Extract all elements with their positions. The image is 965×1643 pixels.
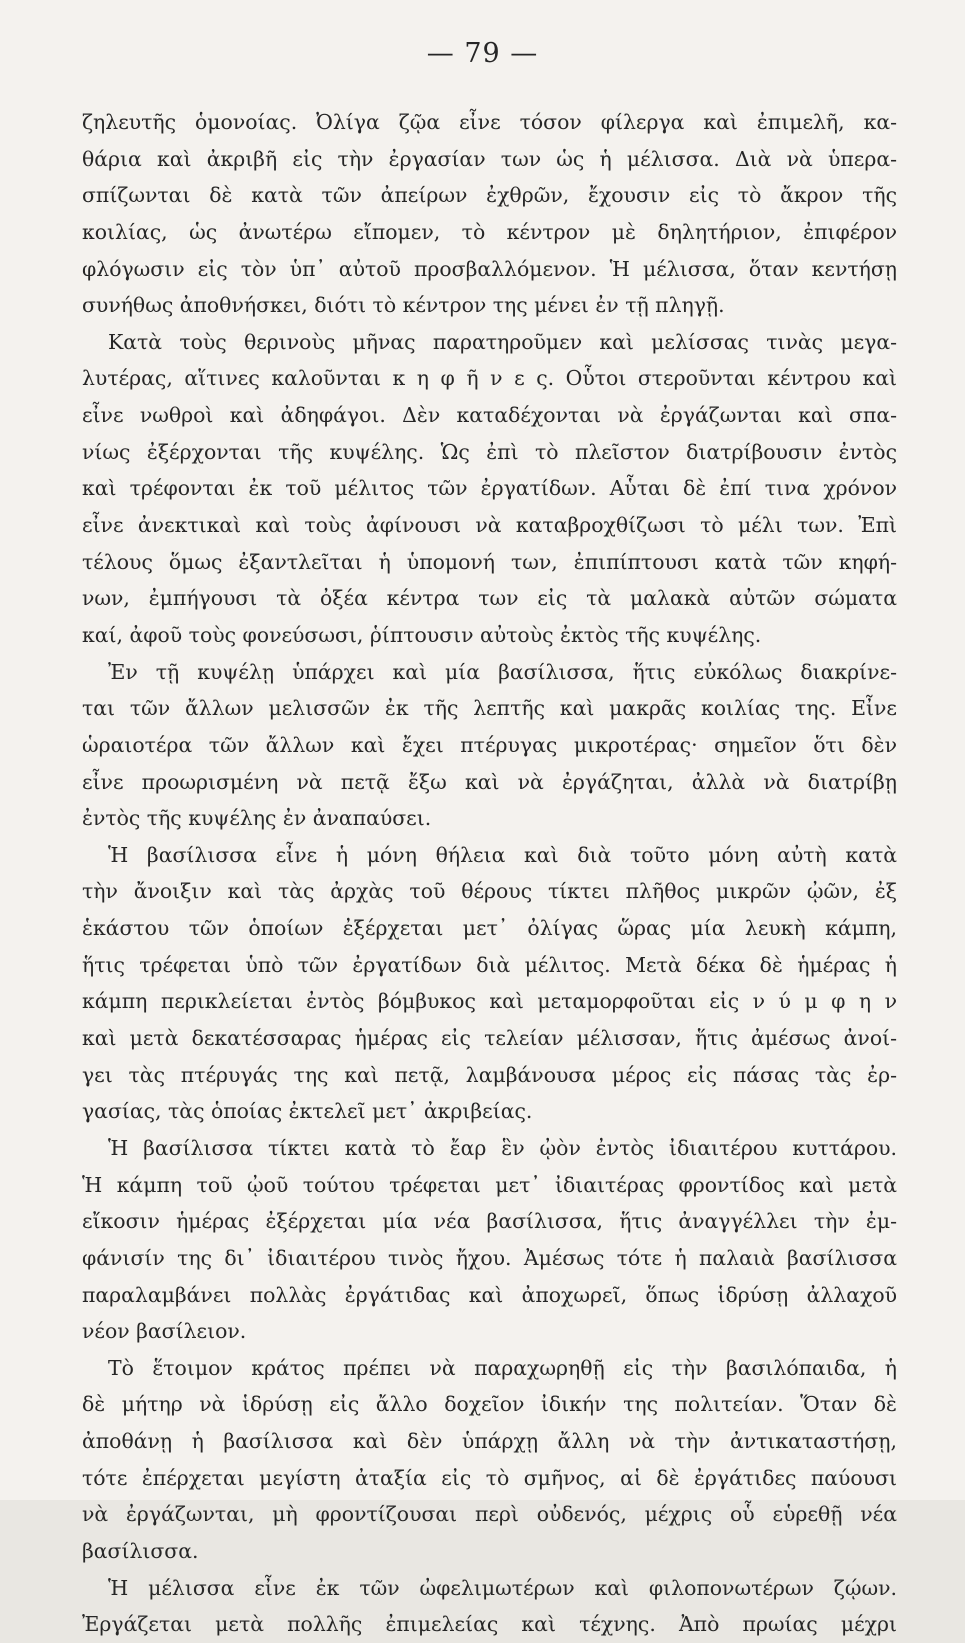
text-line: νέον βασίλειον.: [82, 1319, 247, 1344]
text-line: τὴν ἄνοιξιν καὶ τὰς ἀρχὰς τοῦ θέρους τίκτει πλῆθος μικρῶν ᾠῶν, ἐξ: [82, 879, 897, 904]
text-line: καί, ἀφοῦ τοὺς φονεύσωσι, ῥίπτουσιν αὐτοὺς ἐκτὸς τῆς κυψέλης.: [82, 622, 762, 647]
text-line: Ἡ κάμπη τοῦ ᾠοῦ τούτου τρέφεται μετ᾿ ἰδιαιτέρας φροντίδος καὶ μετὰ: [82, 1172, 897, 1197]
body-text: [82, 104, 897, 1643]
text-line: Ἐν τῇ κυψέλῃ ὑπάρχει καὶ μία βασίλισσα, ἥτις εὐκόλως διακρίνε-: [108, 659, 897, 684]
text-line: νὰ ἐργάζωνται, μὴ φροντίζουσαι περὶ οὐδενός, μέχρις οὗ εὑρεθῇ νέα: [82, 1502, 897, 1527]
text-line: συνήθως ἀποθνήσκει, διότι τὸ κέντρον της μένει ἐν τῇ πληγῇ.: [82, 293, 725, 318]
text-line: σπίζωνται δὲ κατὰ τῶν ἀπείρων ἐχθρῶν, ἔχουσιν εἰς τὸ ἄκρον τῆς: [82, 183, 897, 208]
text-line: ζηλευτῆς ὁμονοίας. Ὀλίγα ζῷα εἶνε τόσον φίλεργα καὶ ἐπιμελῆ, κα-: [82, 110, 897, 134]
text-line: εἶνε νωθροὶ καὶ ἀδηφάγοι. Δὲν καταδέχονται νὰ ἐργάζωνται καὶ σπα-: [82, 403, 897, 428]
text-line: δὲ μήτηρ νὰ ἱδρύσῃ εἰς ἄλλο δοχεῖον ἰδικήν της πολιτείαν. Ὅταν δὲ: [82, 1392, 897, 1417]
text-line: ἑκάστου τῶν ὁποίων ἐξέρχεται μετ᾿ ὀλίγας ὥρας μία λευκὴ κάμπη,: [82, 916, 897, 941]
page-number: — 79 —: [426, 38, 539, 69]
text-line: γει τὰς πτέρυγάς της καὶ πετᾷ, λαμβάνουσα μέρος εἰς πάσας τὰς ἐρ-: [82, 1062, 897, 1087]
text-line: ἀποθάνῃ ἡ βασίλισσα καὶ δὲν ὑπάρχῃ ἄλλη νὰ τὴν ἀντικαταστήσῃ,: [82, 1429, 897, 1454]
text-line: ἥτις τρέφεται ὑπὸ τῶν ἐργατίδων διὰ μέλιτος. Μετὰ δέκα δὲ ἡμέρας ἡ: [82, 952, 897, 977]
text-line: καὶ μετὰ δεκατέσσαρας ἡμέρας εἰς τελείαν μέλισσαν, ἥτις ἀμέσως ἀνοί-: [82, 1026, 897, 1051]
text-line: Ἡ μέλισσα εἶνε ἐκ τῶν ὠφελιμωτέρων καὶ φιλοπονωτέρων ζῴων.: [108, 1575, 897, 1600]
text-line: νων, ἐμπήγουσι τὰ ὀξέα κέντρα των εἰς τὰ μαλακὰ αὐτῶν σώματα: [82, 586, 897, 611]
text-line: κοιλίας, ὡς ἀνωτέρω εἴπομεν, τὸ κέντρον μὲ δηλητήριον, ἐπιφέρον: [82, 219, 897, 244]
text-line: νίως ἐξέρχονται τῆς κυψέλης. Ὡς ἐπὶ τὸ πλεῖστον διατρίβουσιν ἐντὸς: [82, 439, 897, 464]
text-line: βασίλισσα.: [82, 1538, 199, 1563]
text-line: ὡραιοτέρα τῶν ἄλλων καὶ ἔχει πτέρυγας μικροτέρας· σημεῖον ὅτι δὲν: [82, 732, 897, 757]
text-line: εἴκοσιν ἡμέρας ἐξέρχεται μία νέα βασίλισσα, ἥτις ἀναγγέλλει τὴν ἐμ-: [82, 1209, 897, 1234]
text-line: εἶνε ἀνεκτικαὶ καὶ τοὺς ἀφίνουσι νὰ καταβροχθίζωσι τὸ μέλι των. Ἐπὶ: [82, 513, 897, 538]
text-line: κάμπη περικλείεται ἐντὸς βόμβυκος καὶ μεταμορφοῦται εἰς ν ύ μ φ η ν: [82, 989, 897, 1014]
text-line: τότε ἐπέρχεται μεγίστη ἀταξία εἰς τὸ σμῆνος, αἱ δὲ ἐργάτιδες παύουσι: [82, 1465, 897, 1490]
text-line: γασίας, τὰς ὁποίας ἐκτελεῖ μετ᾿ ἀκριβείας.: [82, 1099, 533, 1124]
text-line: παραλαμβάνει πολλὰς ἐργάτιδας καὶ ἀποχωρεῖ, ὅπως ἱδρύσῃ ἀλλαχοῦ: [82, 1282, 897, 1307]
text-line: θάρια καὶ ἀκριβῆ εἰς τὴν ἐργασίαν των ὡς ἡ μέλισσα. Διὰ νὰ ὑπερα-: [82, 146, 897, 171]
text-line: Ἡ βασίλισσα εἶνε ἡ μόνη θήλεια καὶ διὰ τοῦτο μόνη αὐτὴ κατὰ: [108, 842, 897, 867]
text-line: τέλους ὅμως ἐξαντλεῖται ἡ ὑπομονή των, ἐπιπίπτουσι κατὰ τῶν κηφή-: [82, 549, 897, 574]
text-line: φάνισίν της δι᾿ ἰδιαιτέρου τινὸς ἤχου. Ἀμέσως τότε ἡ παλαιὰ βασίλισσα: [82, 1245, 897, 1270]
text-line: ται τῶν ἄλλων μελισσῶν ἐκ τῆς λεπτῆς καὶ μακρᾶς κοιλίας της. Εἶνε: [82, 696, 897, 721]
text-line: Ἐργάζεται μετὰ πολλῆς ἐπιμελείας καὶ τέχνης. Ἀπὸ πρωίας μέχρι: [82, 1612, 897, 1637]
text-line: Κατὰ τοὺς θερινοὺς μῆνας παρατηροῦμεν καὶ μελίσσας τινὰς μεγα-: [108, 329, 897, 354]
text-line: Τὸ ἕτοιμον κράτος πρέπει νὰ παραχωρηθῇ εἰς τὴν βασιλόπαιδα, ἡ: [108, 1355, 897, 1380]
text-line: λυτέρας, αἵτινες καλοῦνται κ η φ ῆ ν ε ς. Οὗτοι στεροῦνται κέντρου καὶ: [82, 366, 897, 391]
text-line: καὶ τρέφονται ἐκ τοῦ μέλιτος τῶν ἐργατίδων. Αὗται δὲ ἐπί τινα χρόνον: [82, 476, 897, 501]
text-line: εἶνε προωρισμένη νὰ πετᾷ ἔξω καὶ νὰ ἐργάζηται, ἀλλὰ νὰ διατρίβῃ: [82, 769, 897, 794]
text-line: Ἡ βασίλισσα τίκτει κατὰ τὸ ἔαρ ἓν ᾠὸν ἐντὸς ἰδιαιτέρου κυττάρου.: [108, 1135, 897, 1160]
text-line: ἐντὸς τῆς κυψέλης ἐν ἀναπαύσει.: [82, 806, 432, 831]
text-line: φλόγωσιν εἰς τὸν ὑπ᾿ αὐτοῦ προσβαλλόμενον. Ἡ μέλισσα, ὅταν κεντήσῃ: [82, 256, 897, 281]
